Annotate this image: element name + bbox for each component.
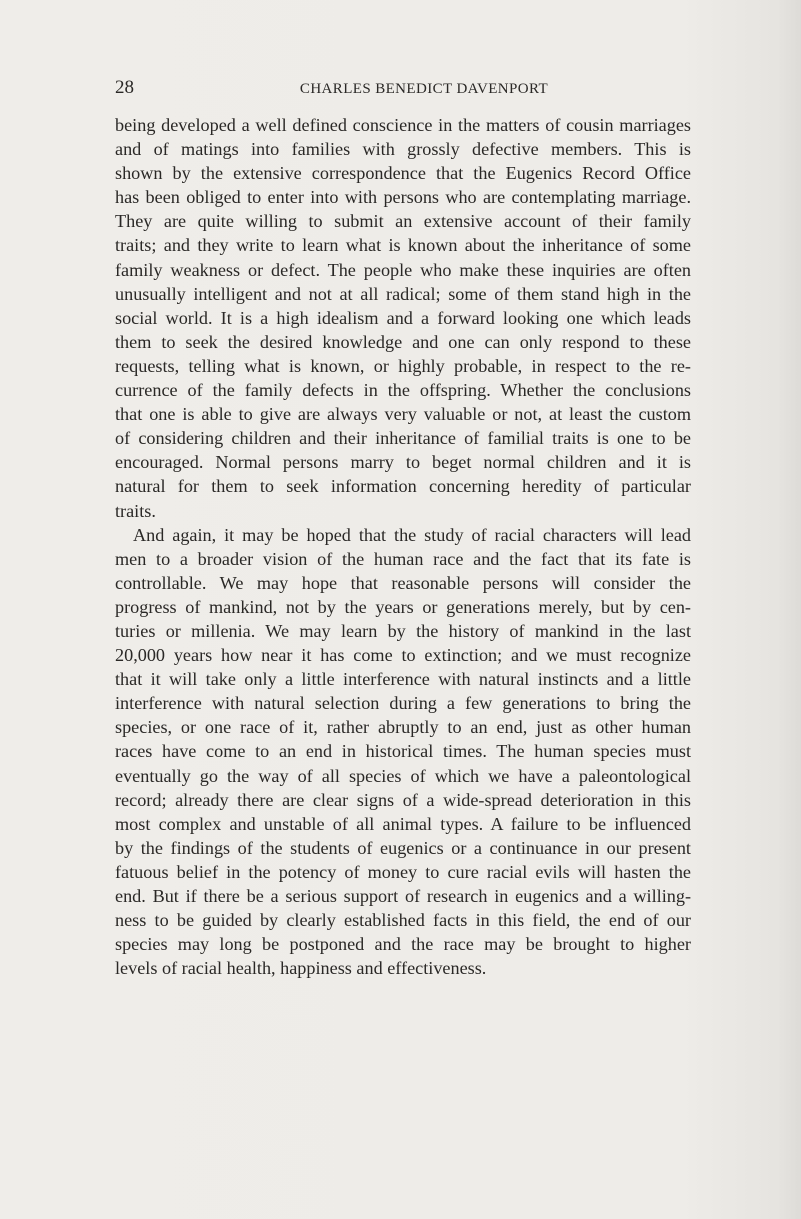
text-line: requests, telling what is known, or highly probable, in respect to the re- [115,355,691,376]
text-line: fatuous belief in the potency of money to cure racial evils will hasten the [115,861,691,882]
text-line: record; already there are clear signs of a wide-spread deterioration in this [115,789,691,810]
text-line: and of matings into families with grossly defective members. This is [115,139,691,160]
text-line: being developed a well defined conscience in the matters of cousin marriages [115,115,691,135]
text-line: that it will take only a little interference with natural instincts and a little [115,669,691,690]
text-line: by the findings of the students of eugenics or a continuance in our present [115,837,691,858]
text-line: turies or millenia. We may learn by the history of mankind in the last [115,620,691,641]
text-line: levels of racial health, happiness and effectiveness. [115,958,487,979]
text-line: races have come to an end in historical times. The human species must [115,741,691,762]
text-line: species, or one race of it, rather abruptly to an end, just as other human [115,717,691,738]
paragraph-start-line: And again, it may be hoped that the study of racial characters will lead [133,524,691,545]
text-line: family weakness or defect. The people who make these inquiries are often [115,259,691,280]
text-line: that one is able to give are always very valuable or not, at least the custom [115,404,691,425]
text-line: species may long be postponed and the race may be brought to higher [115,934,691,955]
text-line: has been obliged to enter into with persons who are contemplating marriage. [115,187,691,208]
text-line: interference with natural selection during a few generations to bring the [115,693,691,714]
body-text [115,113,691,980]
text-line: social world. It is a high idealism and a forward looking one which leads [115,307,691,328]
text-line: ness to be guided by clearly established facts in this field, the end of our [115,910,691,931]
text-line: shown by the extensive correspondence that the Eugenics Record Office [115,163,691,184]
text-line: natural for them to seek information concerning heredity of particular [115,476,691,497]
text-line: most complex and unstable of all animal types. A failure to be influenced [115,813,691,834]
page-number: 28 [115,77,134,98]
text-line: traits. [115,500,156,521]
text-line: unusually intelligent and not at all radical; some of them stand high in the [115,283,691,304]
text-line: them to seek the desired knowledge and one can only respond to these [115,331,691,352]
running-head: CHARLES BENEDICT DAVENPORT [299,81,549,97]
text-line: controllable. We may hope that reasonable persons will consider the [115,572,691,593]
text-line: currence of the family defects in the offspring. Whether the conclusions [115,380,691,401]
text-line: end. But if there be a serious support of research in eugenics and a willing- [115,886,691,906]
text-line: They are quite willing to submit an extensive account of their family [115,211,691,232]
text-line: traits; and they write to learn what is known about the inheritance of some [115,235,691,256]
text-line: of considering children and their inheritance of familial traits is one to be [115,428,691,449]
text-line: eventually go the way of all species of which we have a paleontological [115,765,691,786]
text-line: men to a broader vision of the human race and the fact that its fate is [115,548,691,569]
page-header [115,76,689,100]
text-line: 20,000 years how near it has come to extinction; and we must recognize [115,645,691,666]
text-line: encouraged. Normal persons marry to beget normal children and it is [115,452,691,473]
text-line: progress of mankind, not by the years or generations merely, but by cen- [115,596,691,617]
